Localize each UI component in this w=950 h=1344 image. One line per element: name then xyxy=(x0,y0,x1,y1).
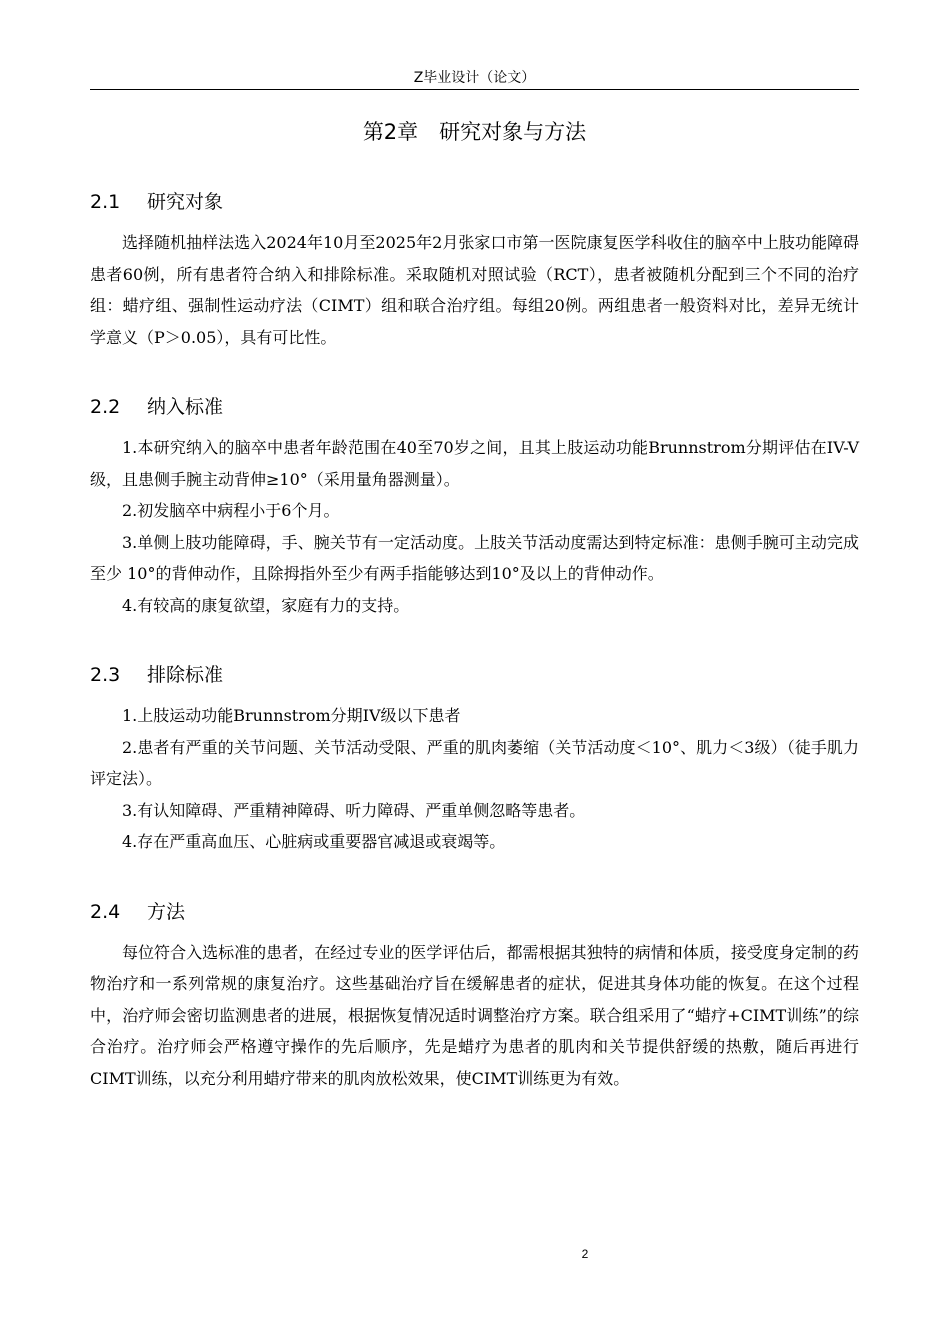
section-heading xyxy=(90,897,859,927)
page-content xyxy=(90,112,859,1094)
section-number: 2.2 xyxy=(90,396,121,418)
section-inclusion-criteria xyxy=(90,392,859,621)
list-item: 2.患者有严重的关节问题、关节活动受限、严重的肌肉萎缩（关节活动度＜10°、肌力＜3级）（徒手肌力评定法）。 xyxy=(90,737,859,788)
section-methods xyxy=(90,897,859,1095)
page-number: 2 xyxy=(581,1247,589,1261)
page-header: Z毕业设计（论文） xyxy=(90,68,859,90)
list-item: 4.有较高的康复欲望，家庭有力的支持。 xyxy=(122,595,410,615)
chapter-title: 第2章 研究对象与方法 xyxy=(362,120,587,144)
section-number: 2.3 xyxy=(90,664,121,686)
section-title: 纳入标准 xyxy=(147,396,224,418)
list-item: 2.初发脑卒中病程小于6个月。 xyxy=(122,501,340,520)
list-item: 3.有认知障碍、严重精神障碍、听力障碍、严重单侧忽略等患者。 xyxy=(122,800,586,820)
list-item: 1.本研究纳入的脑卒中患者年龄范围在40至70岁之间，且其上肢运动功能Brunnstrom分期评估在IV-V级，且患侧手腕主动背伸≥10°（采用量角器测量）。 xyxy=(90,438,859,489)
section-number: 2.1 xyxy=(90,191,121,213)
paragraph: 选择随机抽样法选入2024年10月至2025年2月张家口市第一医院康复医学科收住的脑卒中上肢功能障碍患者60例，所有患者符合纳入和排除标准。采取随机对照试验（RCT），患者被随机分配到三个不同的治疗组：蜡疗组、强制性运动疗法（CIMT）组和联合治疗组。每组20例。两组患者一般资料对比，差异无统计学意义（P＞0.05），具有可比性。 xyxy=(90,233,859,347)
section-heading xyxy=(90,392,859,422)
section-title: 研究对象 xyxy=(147,191,224,213)
list-item: 3.单侧上肢功能障碍，手、腕关节有一定活动度。上肢关节活动度需达到特定标准：患侧手腕可主动完成至少 10°的背伸动作，且除拇指外至少有两手指能够达到10°及以上的背伸动作。 xyxy=(90,532,859,583)
list-item: 4.存在严重高血压、心脏病或重要器官减退或衰竭等。 xyxy=(122,832,506,851)
section-heading xyxy=(90,187,859,217)
section-exclusion-criteria xyxy=(90,660,859,858)
section-heading xyxy=(90,660,859,690)
section-research-subjects xyxy=(90,187,859,353)
list-item: 1.上肢运动功能Brunnstrom分期IV级以下患者 xyxy=(122,706,461,725)
section-number: 2.4 xyxy=(90,900,121,923)
paragraph: 每位符合入选标准的患者，在经过专业的医学评估后，都需根据其独特的病情和体质，接受度身定制的药物治疗和一系列常规的康复治疗。这些基础治疗旨在缓解患者的症状，促进其身体功能的恢复。在这个过程中，治疗师会密切监测患者的进展，根据恢复情况适时调整治疗方案。联合组采用了“蜡疗+CIMT训练”的综合治疗。治疗师会严格遵守操作的先后顺序，先是蜡疗为患者的肌肉和关节提供舒缓的热敷，随后再进行CIMT训练，以充分利用蜡疗带来的肌肉放松效果，使CIMT训练更为有效。 xyxy=(90,942,859,1088)
section-title: 排除标准 xyxy=(147,664,224,686)
section-title: 方法 xyxy=(147,900,186,923)
